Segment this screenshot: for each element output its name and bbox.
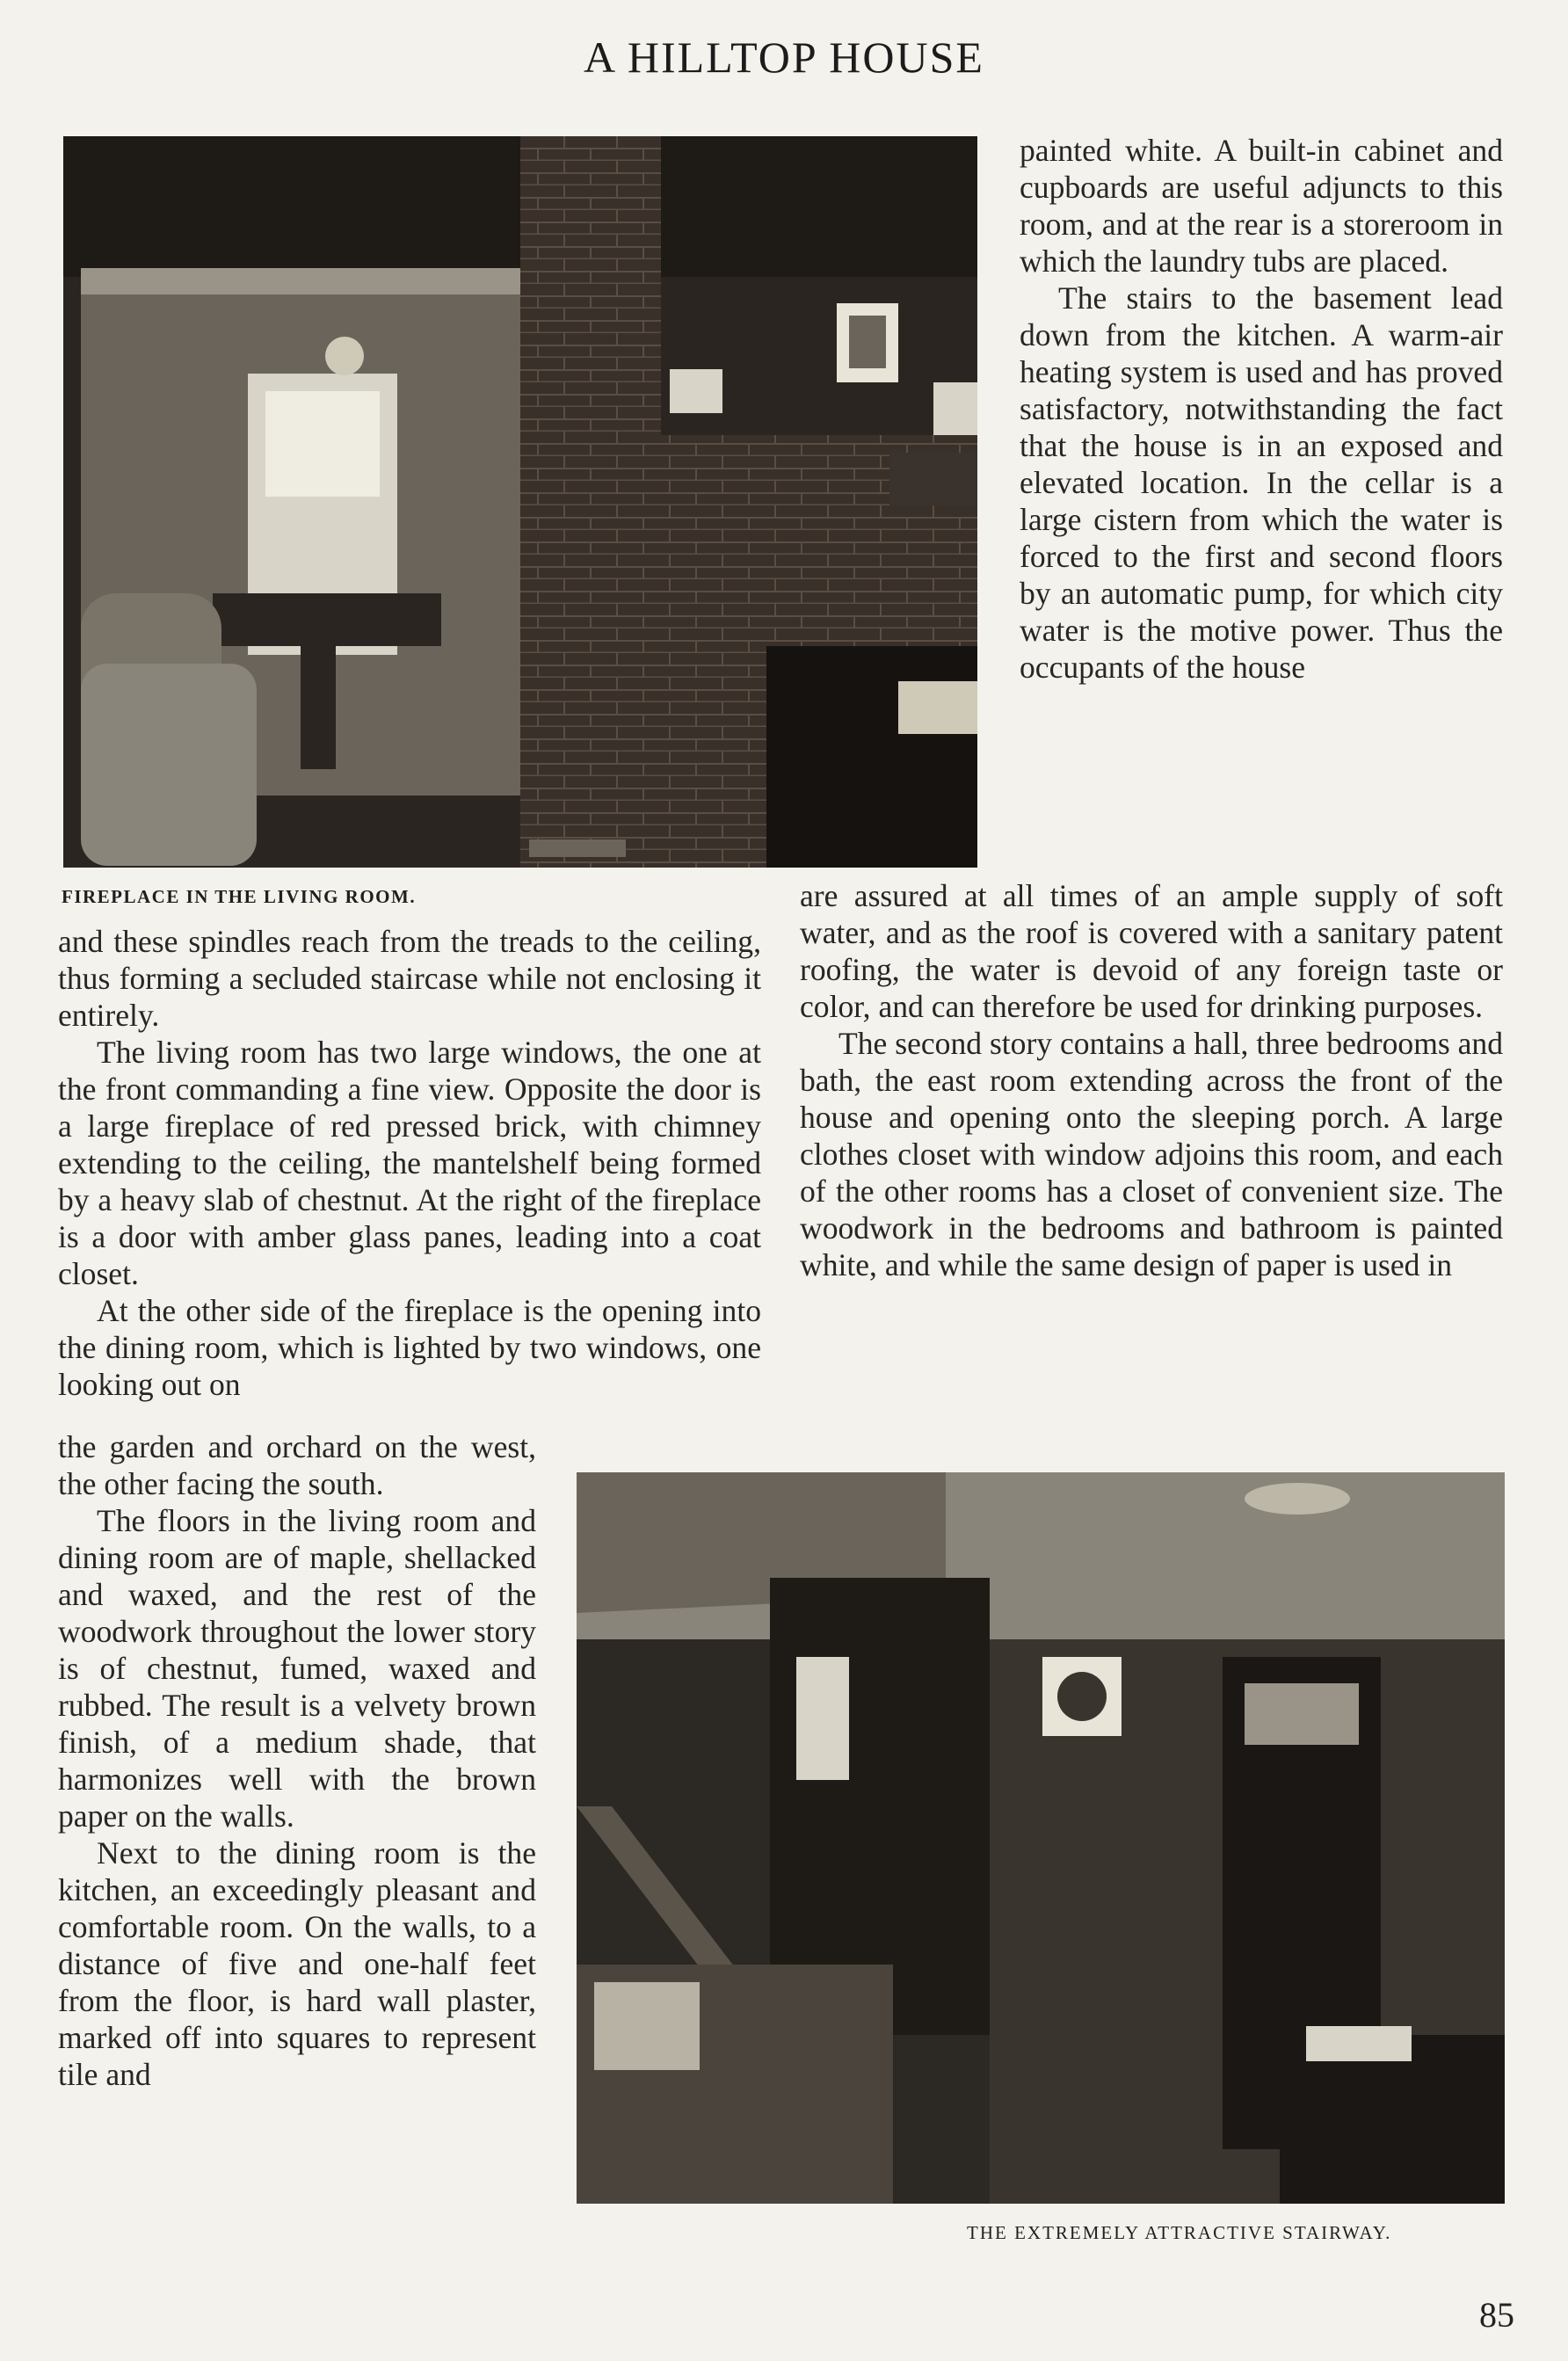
left-column-mid — [58, 923, 761, 1403]
paragraph: The floors in the living room and dining room are of maple, shellacked and waxed, and the rest of the woodwork throughout the lower story is of chestnut, fumed, waxed and rubbed. The result is a velvety brown finish, of a medium shade, that harmonizes well with the brown paper on the walls. — [58, 1503, 536, 1834]
paragraph: At the other side of the fireplace is the opening into the dining room, which is lighted by two windows, one looking out on — [58, 1293, 761, 1402]
page-title: A HILLTOP HOUSE — [584, 33, 984, 82]
stairway-photo — [577, 1472, 1505, 2204]
paragraph: are assured at all times of an ample supply of soft water, and as the roof is covered with a sanitary patent roofing, the water is devoid of any foreign taste or color, and can therefore be used for drinking purposes. — [800, 878, 1503, 1024]
paragraph: painted white. A built-in cabinet and cupboards are useful adjuncts to this room, and at the rear is a storeroom in which the laundry tubs are placed. — [1020, 133, 1503, 279]
fireplace-caption: FIREPLACE IN THE LIVING ROOM. — [62, 886, 417, 907]
fireplace-photo — [63, 136, 977, 868]
left-column-bottom — [58, 1428, 536, 2093]
right-column-top — [1020, 132, 1503, 686]
right-column-mid — [800, 877, 1503, 1283]
stairway-illustration — [577, 1472, 1505, 2204]
stairway-caption: THE EXTREMELY ATTRACTIVE STAIRWAY. — [967, 2222, 1392, 2243]
paragraph: The stairs to the basement lead down from the kitchen. A warm-air heating system is used and has proved satisfactory, notwithstanding the fact that the house is in an exposed and elevated location. In the cellar is a large cistern from which the water is forced to the first and second floors by an automatic pump, for which city water is the motive power. Thus the occupants of the house — [1020, 280, 1503, 685]
paragraph: Next to the dining room is the kitchen, an exceedingly pleasant and comfortable room. On the walls, to a distance of five and one-half feet from the floor, is hard wall plaster, marked off into squares to represent tile and — [58, 1835, 536, 2092]
page-number: 85 — [1479, 2295, 1514, 2335]
fireplace-illustration — [63, 136, 977, 868]
paragraph: The second story contains a hall, three bedrooms and bath, the east room extending across the front of the house and opening onto the sleeping porch. A large clothes closet with window adjoins this room, and each of the other rooms has a closet of convenient size. The woodwork in the bedrooms and bathroom is painted white, and while the same design of paper is used in — [800, 1026, 1503, 1282]
paragraph: and these spindles reach from the treads to the ceiling, thus forming a secluded staircase while not enclosing it entirely. — [58, 924, 761, 1033]
paragraph: the garden and orchard on the west, the other facing the south. — [58, 1429, 536, 1501]
paragraph: The living room has two large windows, the one at the front commanding a fine view. Opposite the door is a large fireplace of red pressed brick, with chimney extending to the ceiling, the mantelshelf being formed by a heavy slab of chestnut. At the right of the fireplace is a door with amber glass panes, leading into a coat closet. — [58, 1035, 761, 1291]
